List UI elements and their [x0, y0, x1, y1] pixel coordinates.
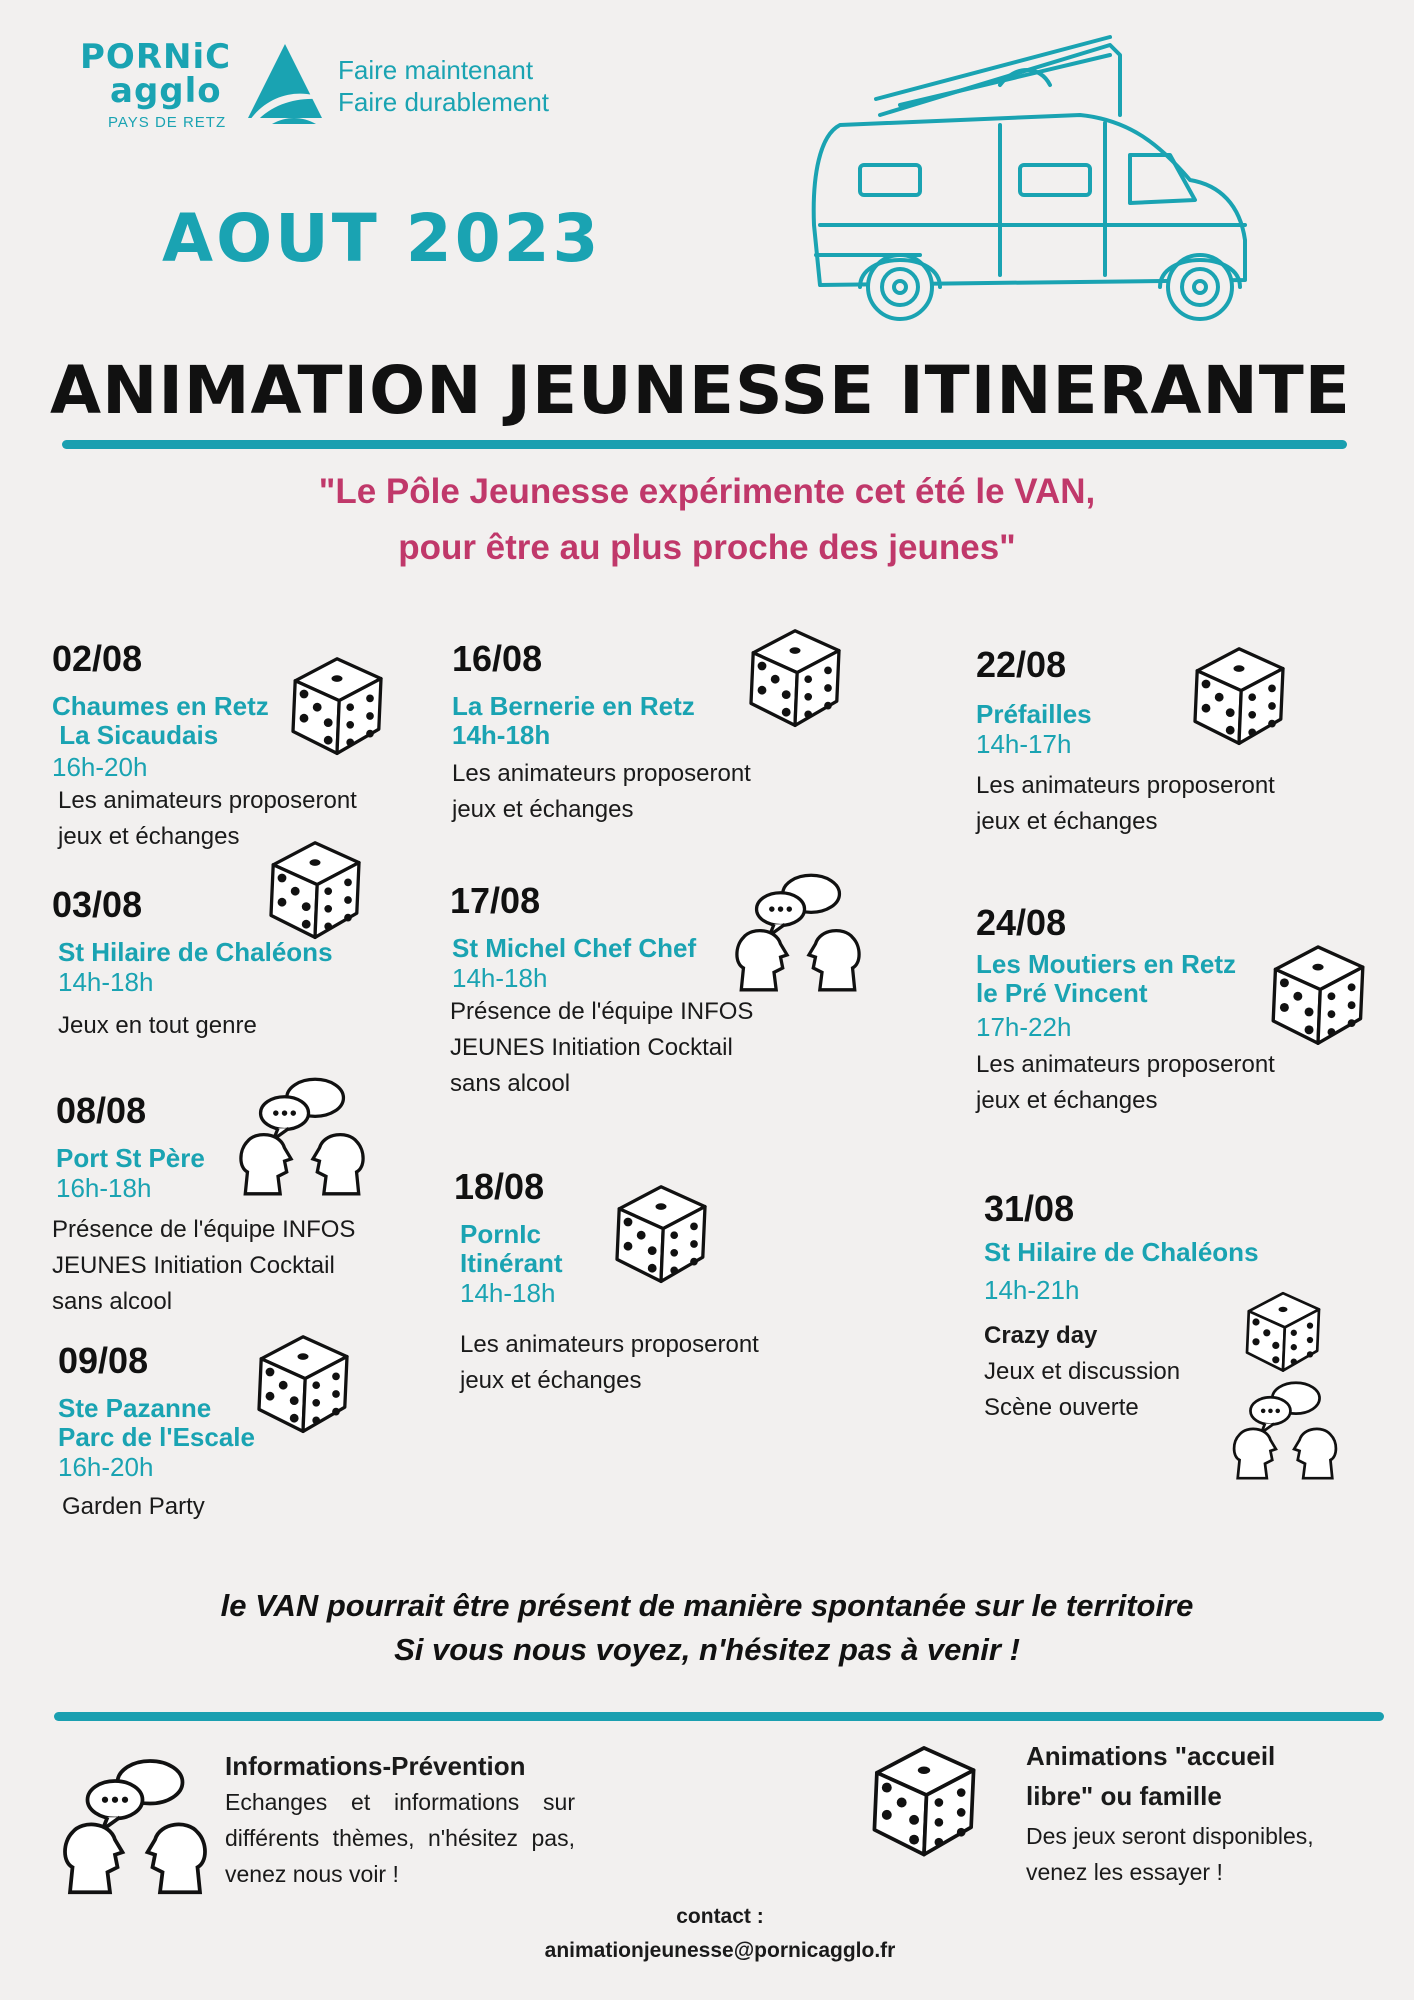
event-desc: Jeux et discussion — [984, 1358, 1181, 1385]
quote — [100, 464, 1314, 576]
event-date: 09/08 — [58, 1340, 149, 1381]
event-desc: Garden Party — [62, 1493, 205, 1520]
event-hours: 17h-22h — [976, 1012, 1072, 1042]
event-desc: Présence de l'équipe INFOS — [52, 1216, 356, 1243]
event-desc-2: jeux et échanges — [460, 1367, 642, 1394]
event-desc: Les animateurs proposeront — [976, 772, 1275, 799]
dice-icon — [282, 650, 392, 760]
logo-mark-icon — [242, 40, 328, 126]
info-prevention — [225, 1748, 575, 1892]
event-desc-2: jeux et échanges — [452, 796, 634, 823]
event-place: La Bernerie en Retz — [452, 691, 695, 721]
event-hours: 14h-18h — [460, 1278, 556, 1308]
event-hours: 16h-20h — [58, 1452, 154, 1482]
event-desc-2: Scène ouverte — [984, 1394, 1139, 1421]
event-place: Les Moutiers en Retz — [976, 949, 1237, 979]
event-desc-2: jeux et échanges — [976, 808, 1158, 835]
event-desc: Les animateurs proposeront — [460, 1331, 759, 1358]
event-place-2: 14h-18h — [452, 720, 551, 750]
event-place: Préfailles — [976, 699, 1092, 729]
dice-icon — [740, 622, 850, 732]
footer-message-2: Si vous nous voyez, n'hésitez pas à venir ! — [394, 1632, 1020, 1667]
footer-divider — [54, 1712, 1384, 1721]
event-date: 24/08 — [976, 902, 1067, 943]
dice-icon — [1184, 640, 1294, 750]
event-date: 22/08 — [976, 644, 1067, 685]
event-date: 16/08 — [452, 638, 543, 679]
contact-label: contact : — [676, 1905, 764, 1928]
contact-email[interactable]: animationjeunesse@pornicagglo.fr — [544, 1939, 896, 1962]
anim-text-1: Des jeux seront disponibles, — [1026, 1823, 1314, 1849]
event-hours: 16h-18h — [56, 1173, 152, 1203]
event-hours: 14h-18h — [452, 963, 548, 993]
event-place: PornIc — [460, 1219, 541, 1249]
anim-text-2: venez les essayer ! — [1026, 1859, 1223, 1885]
event-place: Port St Père — [56, 1143, 205, 1173]
event-date: 18/08 — [454, 1166, 545, 1207]
event-place-2: Parc de l'Escale — [58, 1422, 255, 1452]
event-desc: Les animateurs proposeront — [452, 760, 751, 787]
animations-accueil — [1026, 1736, 1386, 1890]
quote-line-1: "Le Pôle Jeunesse expérimente cet été le VAN, — [318, 472, 1096, 511]
info-text: Echanges et informations sur différents thèmes, n'hésitez pas, venez nous voir ! — [225, 1789, 575, 1887]
conversation-icon — [236, 1076, 368, 1196]
footer-message — [100, 1584, 1314, 1672]
dice-icon — [1238, 1286, 1328, 1376]
event-hours: 14h-21h — [984, 1275, 1080, 1305]
event-desc-2: JEUNES Initiation Cocktail — [52, 1252, 335, 1279]
logo-line2: agglo — [110, 71, 222, 111]
event-place: Ste Pazanne — [58, 1393, 212, 1423]
event-hours: 14h-18h — [58, 967, 154, 997]
quote-line-2: pour être au plus proche des jeunes" — [398, 528, 1016, 567]
event-date: 17/08 — [450, 880, 541, 921]
event-desc-3: sans alcool — [450, 1070, 571, 1097]
event-place: Chaumes en Retz — [52, 691, 269, 721]
dice-icon — [862, 1738, 986, 1862]
dice-icon — [260, 834, 370, 944]
event-desc-3: sans alcool — [52, 1288, 173, 1315]
event-desc-2: jeux et échanges — [976, 1087, 1158, 1114]
van-illustration — [800, 25, 1310, 335]
event-desc: Jeux en tout genre — [58, 1012, 257, 1039]
event-desc: Les animateurs proposeront — [58, 787, 357, 814]
event-place: St Hilaire de Chaléons — [58, 937, 333, 967]
event-desc-2: JEUNES Initiation Cocktail — [450, 1034, 733, 1061]
anim-title-1: Animations "accueil — [1026, 1741, 1276, 1771]
footer-message-1: le VAN pourrait être présent de manière spontanée sur le territoire — [220, 1588, 1194, 1623]
conversation-icon — [60, 1756, 210, 1896]
conversation-icon — [732, 872, 864, 992]
event-hours: 14h-17h — [976, 729, 1072, 759]
dice-icon — [1262, 938, 1374, 1050]
month-title: AOUT 2023 — [162, 200, 602, 277]
contact — [400, 1900, 1040, 1968]
tagline-2: Faire durablement — [338, 87, 549, 117]
page-title: ANIMATION JEUNESSE ITINERANTE — [50, 352, 1351, 429]
dice-icon — [248, 1328, 358, 1438]
event-hours: 16h-20h — [52, 752, 148, 782]
event-desc: Présence de l'équipe INFOS — [450, 998, 754, 1025]
event-place: St Michel Chef Chef — [452, 933, 697, 963]
conversation-icon — [1230, 1380, 1340, 1480]
info-title: Informations-Prévention — [225, 1751, 526, 1781]
event-desc-bold: Crazy day — [984, 1322, 1098, 1349]
logo-subtitle: PAYS DE RETZ — [108, 114, 227, 131]
event-date: 31/08 — [984, 1188, 1075, 1229]
event-desc: Les animateurs proposeront — [976, 1051, 1275, 1078]
event-place: St Hilaire de Chaléons — [984, 1237, 1259, 1267]
event-place-2: le Pré Vincent — [976, 978, 1148, 1008]
event-date: 02/08 — [52, 638, 143, 679]
title-underline — [62, 440, 1347, 449]
tagline-1: Faire maintenant — [338, 55, 534, 85]
anim-title-2: libre" ou famille — [1026, 1781, 1222, 1811]
logo — [80, 36, 560, 136]
event-place-2: Itinérant — [460, 1248, 563, 1278]
event-place-2: La Sicaudais — [52, 720, 219, 750]
event-date: 03/08 — [52, 884, 143, 925]
dice-icon — [606, 1178, 716, 1288]
event-date: 08/08 — [56, 1090, 147, 1131]
logo-line1: PORNiC — [80, 37, 232, 77]
event-desc-2: jeux et échanges — [58, 823, 240, 850]
